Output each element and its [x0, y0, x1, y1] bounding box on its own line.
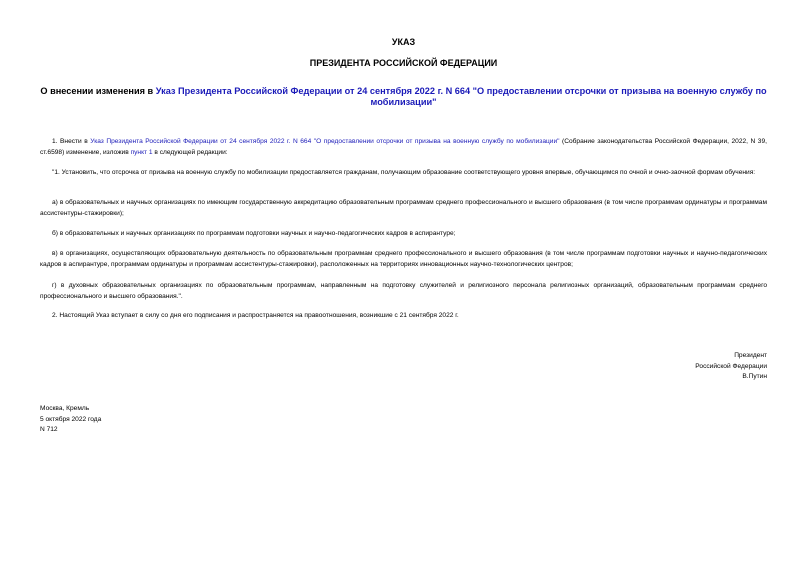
decree-number: N 712: [40, 426, 58, 433]
paragraph-b: б) в образовательных и научных организациях по программам подготовки научных и научно-педагогических кадров в аспирантуре;: [52, 230, 456, 237]
paragraph-2: "1. Установить, что отсрочка от призыва на военную службу по мобилизации предоставляется гражданам, получающим образование соответствующего уровня впервые, обучающимся по очной и очно-заочной формам обучения:: [52, 169, 756, 176]
signature-name: В.Путин: [742, 373, 767, 380]
signature-country: Российской Федерации: [695, 362, 767, 370]
p1-suffix: в следующей редакции:: [152, 148, 228, 156]
signature-block: [567, 351, 767, 383]
place-date-block: [40, 404, 240, 436]
paragraph-v: в) в организациях, осуществляющих образовательную деятельность по образовательным программам среднего профессионального и высшего образования (в том числе программам подготовки научных и научно-педагогических кадров в аспирантуре, программам ординатуры и программам ассистентуры-стажировки), расположенных на территориях инновационных научно-технологических центров;: [40, 250, 767, 268]
p1-middle: (Собрание законодательства Российской Федерации, 2022, N 39, ст.6598) изменение, изложив: [40, 138, 767, 156]
paragraph-final: 2. Настоящий Указ вступает в силу со дня его подписания и распространяется на правоотношения, возникшие с 21 сентября 2022 г.: [52, 312, 459, 319]
p1-point-link[interactable]: пункт 1: [130, 148, 153, 156]
subject-decree-link[interactable]: Указ Президента Российской Федерации от 24 сентября 2022 г. N 664 "О предоставлении отсрочки от призыва на военную службу по мобилизации": [155, 86, 767, 107]
document-title: УКАЗ: [391, 37, 416, 47]
p1-prefix: 1. Внести в: [52, 138, 91, 145]
signing-place: Москва, Кремль: [40, 405, 90, 412]
document-subject: [40, 86, 767, 108]
p1-decree-link[interactable]: Указ Президента Российской Федерации от 24 сентября 2022 г. N 664 "О предоставлении отсрочки от призыва на военную службу по мобилизации": [90, 138, 560, 145]
document-issuer: ПРЕЗИДЕНТА РОССИЙСКОЙ ФЕДЕРАЦИИ: [309, 58, 498, 68]
subject-prefix: О внесении изменения в: [40, 86, 156, 96]
signing-date: 5 октября 2022 года: [40, 415, 102, 423]
signature-position: Президент: [734, 352, 767, 359]
paragraph-g: г) в духовных образовательных организациях по образовательным программам, направленным на подготовку служителей и религиозного персонала религиозных организаций, образовательным программам среднего профессионального и высшего образования.".: [40, 282, 767, 300]
paragraph-1: [40, 137, 767, 158]
paragraph-a: а) в образовательных и научных организациях по имеющим государственную аккредитацию образовательным программам среднего профессионального и высшего образования (в том числе программам ординатуры и программам ассистентуры-стажировки);: [40, 199, 767, 217]
